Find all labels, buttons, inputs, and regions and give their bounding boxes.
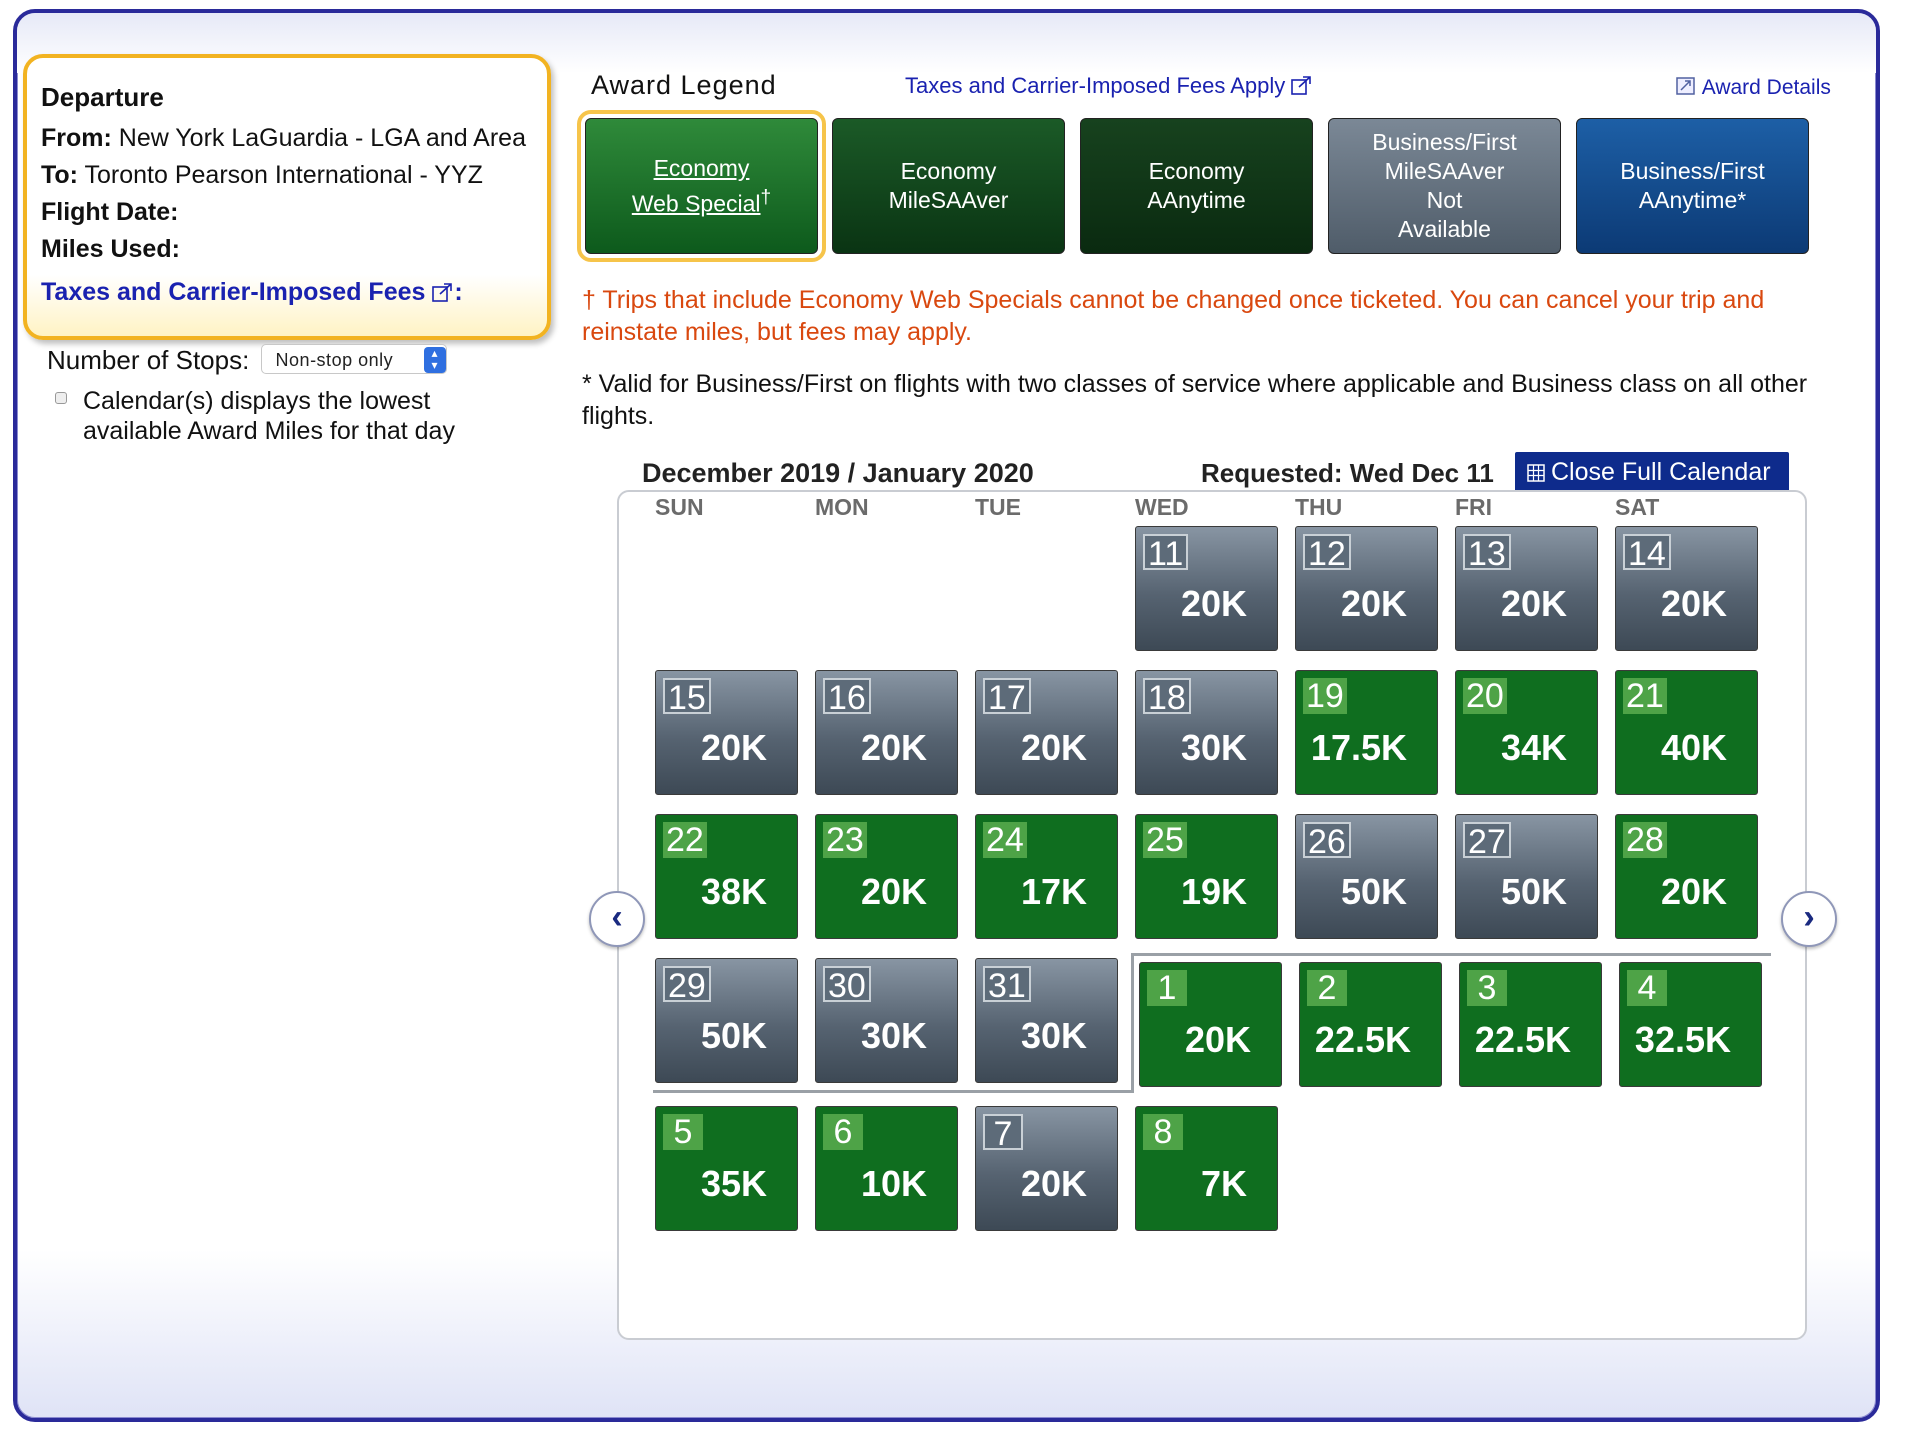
day-number: 11	[1143, 534, 1188, 570]
award-miles: 20K	[1340, 583, 1407, 624]
calendar-day-cell[interactable]	[1295, 814, 1438, 939]
weekday-header: MON	[815, 494, 869, 520]
day-number: 26	[1303, 822, 1351, 858]
day-number: 14	[1623, 534, 1671, 570]
award-miles: 20K	[1660, 583, 1727, 624]
day-number: 29	[663, 966, 711, 1002]
day-number: 23	[823, 822, 867, 858]
popup-icon[interactable]	[1675, 76, 1697, 96]
legend-btn-line2-wrap	[632, 183, 771, 219]
award-miles: 22.5K	[1474, 1019, 1571, 1060]
day-number: 17	[983, 678, 1031, 714]
award-miles: 32.5K	[1634, 1019, 1731, 1060]
calendar-day-cell[interactable]	[815, 1106, 958, 1231]
calendar-day-cell[interactable]	[975, 958, 1118, 1083]
legend-btn-line2: AAnytime	[1147, 187, 1246, 213]
award-miles: 19K	[1180, 871, 1247, 912]
day-number: 4	[1627, 970, 1667, 1006]
calendar-day-cell[interactable]	[1459, 962, 1602, 1087]
award-miles: 34K	[1500, 727, 1567, 768]
calendar-day-cell[interactable]	[1615, 670, 1758, 795]
calendar-day-cell[interactable]	[1139, 962, 1282, 1087]
weekday-header: TUE	[975, 494, 1021, 520]
note-bullet-icon	[55, 392, 67, 404]
miles-used-row	[41, 235, 533, 264]
calendar-day-cell[interactable]	[655, 670, 798, 795]
calendar-day-cell[interactable]	[1455, 526, 1598, 651]
legend-business-aanytime[interactable]	[1576, 118, 1809, 254]
award-miles: 50K	[700, 1015, 767, 1056]
stops-filter	[47, 344, 447, 376]
taxes-fees-apply-text[interactable]: Taxes and Carrier-Imposed Fees Apply	[905, 73, 1286, 98]
day-number: 18	[1143, 678, 1191, 714]
award-miles: 50K	[1340, 871, 1407, 912]
award-miles: 7K	[1200, 1163, 1247, 1204]
to-row	[41, 161, 533, 190]
day-number: 3	[1467, 970, 1507, 1006]
day-number: 13	[1463, 534, 1511, 570]
day-number: 19	[1303, 678, 1347, 714]
external-link-icon[interactable]	[432, 282, 454, 302]
award-miles: 20K	[1184, 1019, 1251, 1060]
legend-btn-line1: Business/First	[1620, 158, 1765, 184]
calendar-day-cell[interactable]	[1135, 814, 1278, 939]
from-row	[41, 124, 533, 153]
weekday-header: THU	[1295, 494, 1343, 520]
award-miles: 35K	[700, 1163, 767, 1204]
calendar-note-text: Calendar(s) displays the lowest available Award Miles for that day	[83, 387, 455, 445]
business-validity-note: * Valid for Business/First on flights with two classes of service where applicable and Business class on all other flights.	[582, 370, 1808, 430]
calendar-day-cell[interactable]	[1135, 526, 1278, 651]
day-number: 24	[983, 822, 1027, 858]
flight-date-label: Flight Date:	[41, 198, 179, 226]
from-label: From:	[41, 124, 112, 152]
award-miles: 30K	[1020, 1015, 1087, 1056]
flight-date-row	[41, 198, 533, 227]
day-number: 20	[1463, 678, 1507, 714]
legend-economy-web-special[interactable]	[585, 118, 818, 254]
weekday-header: WED	[1135, 494, 1189, 520]
calendar-day-cell[interactable]	[1615, 526, 1758, 651]
taxes-fees-apply-link[interactable]	[905, 73, 1313, 99]
day-number: 28	[1623, 822, 1667, 858]
day-number: 8	[1143, 1114, 1183, 1150]
calendar-day-cell[interactable]	[1455, 814, 1598, 939]
legend-btn-line2: Web Special	[631, 190, 761, 217]
calendar-day-cell[interactable]	[975, 814, 1118, 939]
award-miles: 20K	[1500, 583, 1567, 624]
calendar-day-cell[interactable]	[1615, 814, 1758, 939]
from-value: New York LaGuardia - LGA and Area	[118, 124, 526, 152]
calendar-day-cell[interactable]	[815, 958, 958, 1083]
month-divider	[1131, 953, 1134, 1093]
day-number: 12	[1303, 534, 1351, 570]
day-number: 1	[1147, 970, 1187, 1006]
day-number: 22	[663, 822, 707, 858]
award-miles: 20K	[700, 727, 767, 768]
award-miles: 22.5K	[1314, 1019, 1411, 1060]
stops-label: Number of Stops:	[47, 345, 250, 375]
legend-btn-line2: AAnytime*	[1638, 187, 1747, 213]
close-full-calendar-button[interactable]	[1515, 452, 1789, 492]
award-miles: 20K	[1180, 583, 1247, 624]
calendar-day-cell[interactable]	[1299, 962, 1442, 1087]
award-details-link[interactable]	[1675, 76, 1831, 100]
legend-btn-line3: Not	[1426, 187, 1463, 213]
legend-btn-line4: Available	[1398, 216, 1491, 242]
day-number: 16	[823, 678, 871, 714]
dagger-mark: †	[760, 186, 772, 208]
day-number: 27	[1463, 822, 1511, 858]
day-number: 21	[1623, 678, 1667, 714]
award-miles: 17K	[1020, 871, 1087, 912]
select-arrows-icon: ▴ ▾	[424, 347, 446, 373]
award-miles: 20K	[1020, 1163, 1087, 1204]
weekday-header: FRI	[1455, 494, 1493, 520]
month-divider	[653, 1090, 1133, 1093]
legend-economy-aanytime[interactable]	[1080, 118, 1313, 254]
calendar-day-cell[interactable]	[1135, 670, 1278, 795]
calendar-grid-icon	[1527, 464, 1545, 482]
award-miles: 20K	[860, 727, 927, 768]
day-number: 30	[823, 966, 871, 1002]
calendar-day-cell[interactable]	[975, 670, 1118, 795]
award-miles: 17.5K	[1310, 727, 1407, 768]
award-miles: 38K	[700, 871, 767, 912]
departure-summary	[23, 54, 551, 340]
web-special-warning: † Trips that include Economy Web Specials cannot be changed once ticketed. You can cancel your trip and reinstate miles, but fees may apply.	[582, 286, 1765, 346]
day-number: 6	[823, 1114, 863, 1150]
legend-btn-line1: Business/First	[1372, 129, 1517, 155]
award-miles: 40K	[1660, 727, 1727, 768]
next-month-button[interactable]	[1781, 891, 1837, 947]
legend-btn-line1: Economy	[1148, 158, 1245, 184]
departure-heading: Departure	[41, 82, 164, 112]
calendar-day-cell[interactable]	[1455, 670, 1598, 795]
legend-btn-line1: Economy	[900, 158, 997, 184]
fees-row	[41, 278, 533, 307]
legend-btn-line2: MileSAAver	[888, 187, 1009, 213]
calendar-day-cell[interactable]	[655, 814, 798, 939]
award-miles: 10K	[860, 1163, 927, 1204]
calendar-day-cell[interactable]	[1295, 670, 1438, 795]
calendar-day-cell[interactable]	[815, 814, 958, 939]
fees-link[interactable]: Taxes and Carrier-Imposed Fees	[41, 278, 426, 306]
external-link-icon[interactable]	[1291, 75, 1313, 95]
weekday-header: SAT	[1615, 494, 1660, 520]
day-number: 2	[1307, 970, 1347, 1006]
stops-select[interactable]	[261, 344, 447, 374]
award-miles: 30K	[860, 1015, 927, 1056]
legend-economy-milesaaver[interactable]	[832, 118, 1065, 254]
award-miles: 50K	[1500, 871, 1567, 912]
award-miles: 30K	[1180, 727, 1247, 768]
calendar-day-cell[interactable]	[815, 670, 958, 795]
calendar-day-cell[interactable]	[1135, 1106, 1278, 1231]
requested-date: Requested: Wed Dec 11	[1201, 458, 1494, 488]
to-value: Toronto Pearson International - YYZ	[84, 161, 483, 189]
award-miles: 20K	[1020, 727, 1087, 768]
prev-month-button[interactable]	[589, 891, 645, 947]
fees-colon: :	[454, 278, 463, 306]
award-legend-title: Award Legend	[591, 70, 777, 100]
legend-btn-line2: MileSAAver	[1384, 158, 1505, 184]
calendar-day-cell[interactable]	[975, 1106, 1118, 1231]
day-number: 15	[663, 678, 711, 714]
day-number: 25	[1143, 822, 1187, 858]
calendar-day-cell[interactable]	[655, 1106, 798, 1231]
chevron-left-icon: ‹	[611, 898, 623, 936]
close-full-calendar-label[interactable]: Close Full Calendar	[1551, 458, 1771, 486]
calendar-day-cell[interactable]	[1295, 526, 1438, 651]
award-miles: 20K	[860, 871, 927, 912]
weekday-header: SUN	[655, 494, 704, 520]
award-miles: 20K	[1660, 871, 1727, 912]
calendar-day-cell[interactable]	[1619, 962, 1762, 1087]
calendar-title: December 2019 / January 2020	[642, 458, 1034, 488]
stops-select-wrap	[257, 344, 447, 376]
legend-business-milesaaver-unavailable	[1328, 118, 1561, 254]
to-label: To:	[41, 161, 79, 189]
month-divider	[1131, 953, 1771, 956]
legend-btn-line1: Economy	[653, 154, 750, 181]
day-number: 31	[983, 966, 1031, 1002]
calendar-note	[55, 386, 503, 446]
chevron-right-icon: ›	[1803, 898, 1815, 936]
miles-used-label: Miles Used:	[41, 235, 180, 263]
day-number: 5	[663, 1114, 703, 1150]
day-number: 7	[983, 1114, 1023, 1150]
calendar-day-cell[interactable]	[655, 958, 798, 1083]
award-details-text[interactable]: Award Details	[1701, 76, 1831, 99]
